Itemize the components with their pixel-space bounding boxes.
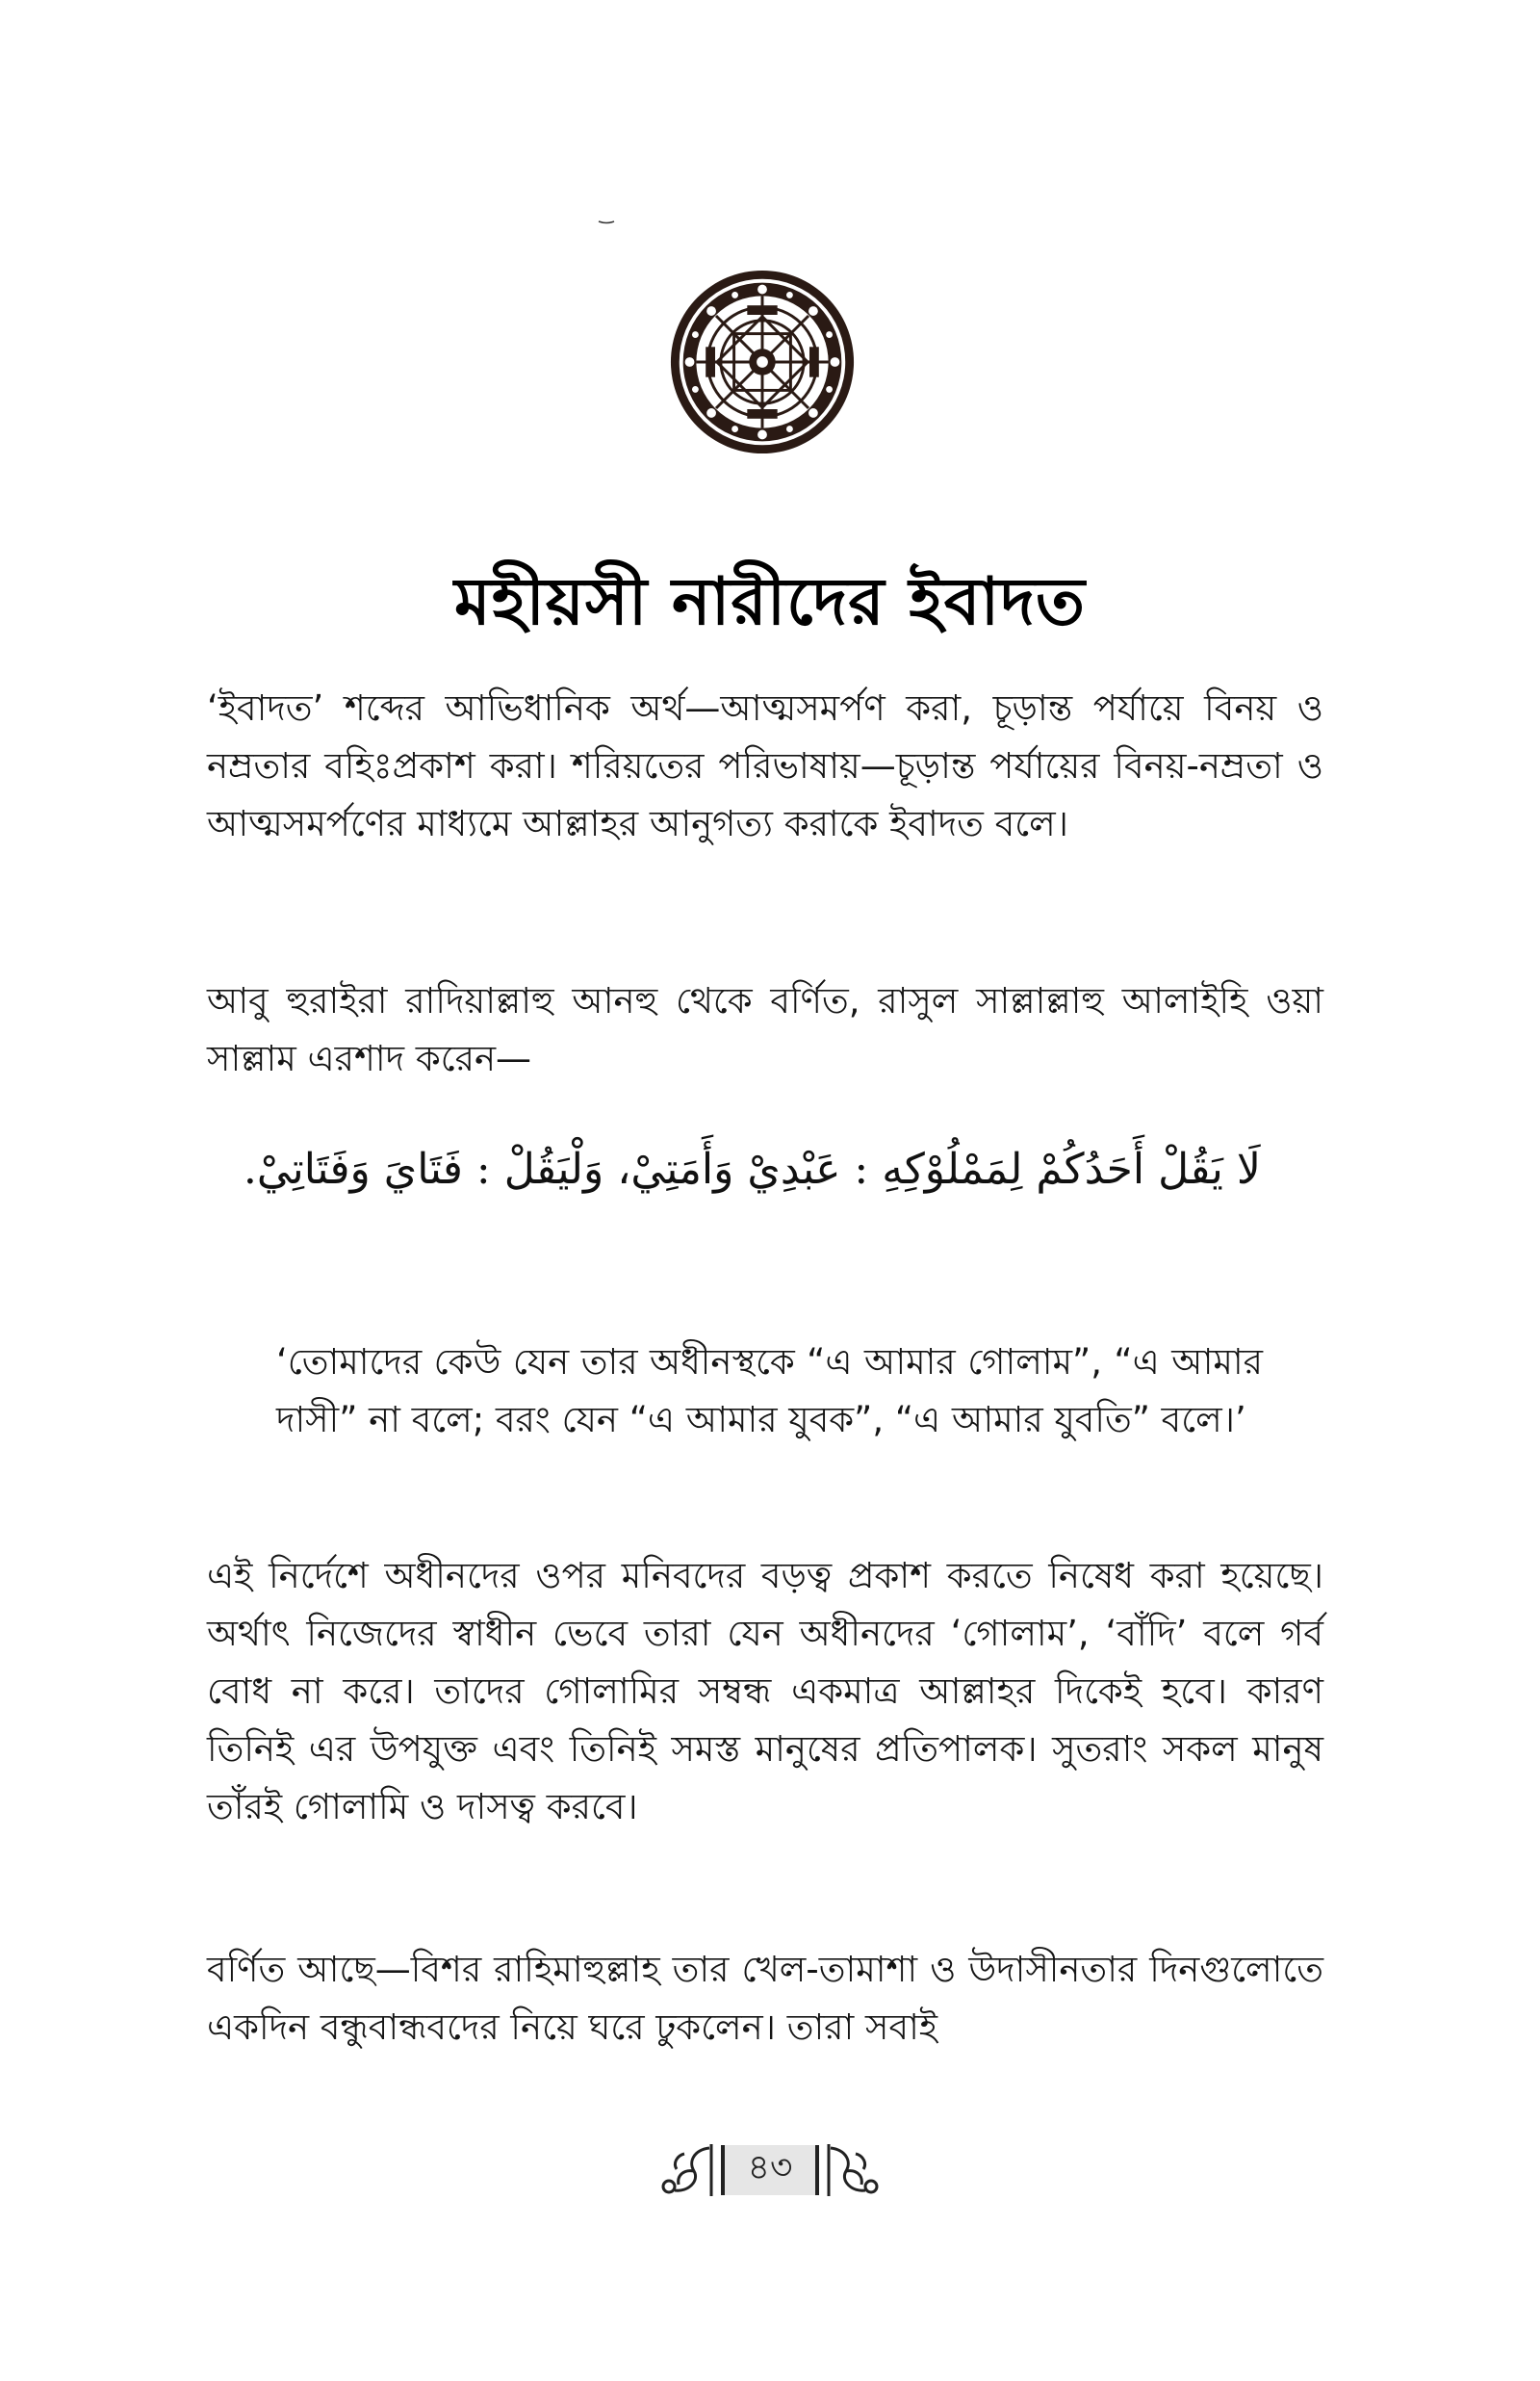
floral-flourish-icon [655, 2142, 713, 2198]
hadith-translation: ‘তোমাদের কেউ যেন তার অধীনস্থকে “এ আমার গোলাম”, “এ আমার দাসী” না বলে; বরং যেন “এ আমার যুবক”, “এ আমার যুবতি” বলে।’ [276, 1341, 1263, 1440]
paragraph-explanation: এই নির্দেশে অধীনদের ওপর মনিবদের বড়ত্ব প্রকাশ করতে নিষেধ করা হয়েছে। অর্থাৎ নিজেদের স্বাধীন ভেবে তারা যেন অধীনদের ‘গোলাম’, ‘বাঁদি’ বলে গর্ব বোধ না করে। তাদের গোলামির সম্বন্ধ একমাত্র আল্লাহর দিকেই হবে। কারণ তিনিই এর উপযুক্ত এবং তিনিই সমস্ত মানুষের প্রতিপালক। সুতরাং সকল মানুষ তাঁরই গোলামি ও দাসত্ব করবে। [207, 1555, 1323, 1827]
page-footer [0, 2142, 1540, 2198]
circular-medallion-icon [668, 268, 857, 456]
page-title: মহীয়সী নারীদের ইবাদত [453, 564, 1087, 640]
paragraph-ibadat-definition: ‘ইবাদত’ শব্দের আভিধানিক অর্থ—আত্মসমর্পণ করা, চূড়ান্ত পর্যায়ে বিনয় ও নম্রতার বহিঃপ্রকাশ করা। শরিয়তের পরিভাষায়—চূড়ান্ত পর্যায়ের বিনয়-নম্রতা ও আত্মসমর্পণের মাধ্যমে আল্লাহর আনুগত্য করাকে ইবাদত বলে। [207, 687, 1323, 844]
paragraph-hadith-intro: আবু হুরাইরা রাদিয়াল্লাহু আনহু থেকে বর্ণিত, রাসুল সাল্লাল্লাহু আলাইহি ওয়া সাল্লাম এরশাদ করেন— [207, 980, 1323, 1079]
arabic-hadith-text: لَا يَقُلْ أَحَدُكُمْ لِمَمْلُوْكِهِ : عَبْدِيْ وَأَمَتِيْ، وَلْيَقُلْ : فَتَايَ وَفَتَاتِيْ. [243, 1145, 1261, 1194]
paragraph-bishr-story: বর্ণিত আছে—বিশর রাহিমাহুল্লাহ তার খেল-তামাশা ও উদাসীনতার দিনগুলোতে একদিন বন্ধুবান্ধবদের নিয়ে ঘরে ঢুকলেন। তারা সবাই [207, 1949, 1323, 2048]
floral-flourish-icon [827, 2142, 885, 2198]
page-number: ৪৩ [721, 2145, 820, 2195]
stray-mark [598, 220, 615, 224]
